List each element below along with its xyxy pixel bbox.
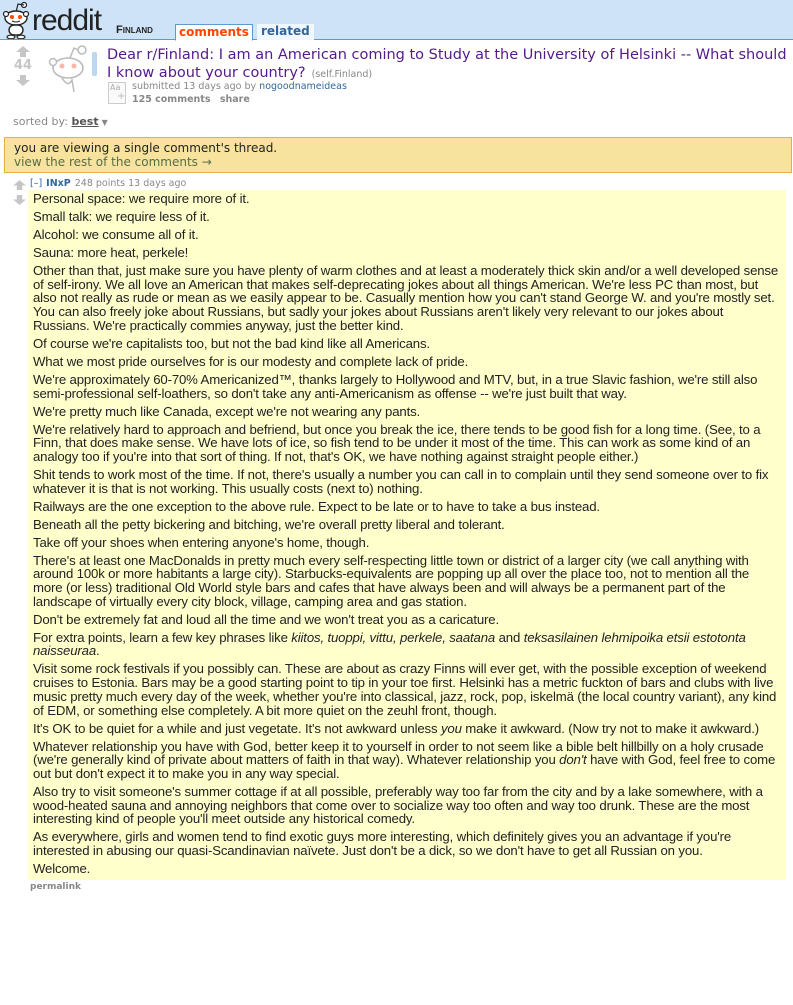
tab-comments[interactable]: comments bbox=[175, 24, 253, 41]
site-header bbox=[0, 0, 793, 40]
text: . bbox=[96, 643, 100, 659]
post-domain[interactable]: (self.Finland) bbox=[311, 69, 373, 80]
comment-body bbox=[28, 190, 786, 880]
dropdown-arrow-icon[interactable]: ▼ bbox=[101, 118, 108, 127]
post-buttons bbox=[132, 94, 256, 105]
comment-paragraph: Visit some rock festivals if you possibly can. These are about as crazy Finns will ever get, with the possible exception of weekend cruises to Estonia. Bars may be a good starting point to tip in your toe first. Helsinki has a metric fuckton of bars and clubs with live music pretty much every day of the week, whether you're into classical, jazz, rock, pop, iskelmä (the local country variant), any kind of EDM, or something else completely. A bit more quiet on the zeuhl front, though. bbox=[33, 661, 777, 718]
text: Whatever relationship you have with God, better keep it to yourself in order to not seem like a bible belt hillbilly on a holy crusade (we're generally kind of private about matters of faith in that way). Whatever relationship you bbox=[33, 738, 764, 768]
single-thread-notice bbox=[4, 137, 792, 173]
header-tabs bbox=[175, 24, 314, 40]
self-post-marker bbox=[92, 52, 97, 76]
text: For extra points, learn a few key phrases like bbox=[33, 629, 292, 645]
comment-paragraph: Take off your shoes when entering anyone's home, though. bbox=[33, 534, 370, 550]
tagline-text: submitted 13 days ago by bbox=[132, 81, 257, 92]
post-vote bbox=[12, 46, 34, 86]
comment-vote bbox=[13, 180, 27, 205]
comment-paragraph: Of course we're capitalists too, but not the bad kind like all Americans. bbox=[33, 335, 430, 351]
comment-time: 13 days ago bbox=[128, 178, 187, 189]
comment-paragraph: Sauna: more heat, perkele! bbox=[33, 245, 189, 260]
comment-paragraph-god bbox=[33, 740, 781, 781]
snoo-icon bbox=[2, 1, 32, 39]
italic-text: teksasilainen lehmipoika etsii estotonta naisseuraa bbox=[33, 629, 746, 659]
view-rest-link[interactable]: view the rest of the comments → bbox=[14, 155, 212, 169]
comment-paragraph: As everywhere, girls and women tend to find exotic guys more interesting, which definitely gives you an advantage if you're interested in abusing our quasi-Scandinavian naïvete. Just don't be a dick, so we don't have to get all Russian on you. bbox=[33, 829, 732, 859]
comment-paragraph: Shit tends to work most of the time. If not, there's usually a number you can call in to complain until they send someone over to fix whatever it is that is not working. This usually costs (next to) nothing. bbox=[33, 466, 769, 496]
comment-paragraph: We're pretty much like Canada, except we're not wearing any pants. bbox=[33, 403, 421, 419]
comment-paragraph-quiet bbox=[33, 722, 781, 736]
italic-text: don't bbox=[559, 752, 587, 768]
reddit-logo[interactable] bbox=[2, 0, 102, 40]
downvote-arrow-icon[interactable] bbox=[16, 75, 30, 86]
italic-text: you bbox=[440, 720, 462, 736]
comment-paragraph-phrases bbox=[33, 631, 781, 658]
comment-paragraph: Personal space: we require more of it. bbox=[33, 191, 250, 206]
subreddit-name[interactable]: Finland bbox=[116, 24, 153, 36]
post-score: 44 bbox=[13, 58, 33, 73]
comment-tagline bbox=[30, 178, 186, 190]
text: and bbox=[495, 629, 524, 645]
tab-related[interactable]: related bbox=[257, 24, 314, 40]
comment-paragraph: Small talk: we require less of it. bbox=[33, 209, 210, 224]
comments-link[interactable]: 125 comments bbox=[132, 94, 211, 105]
logo-wordmark: reddit bbox=[32, 4, 102, 37]
share-link[interactable]: share bbox=[219, 94, 250, 105]
sort-menu bbox=[13, 115, 108, 128]
permalink-link[interactable]: permalink bbox=[30, 882, 81, 892]
text: It's OK to be quiet for a while and just vegetate. It's not awkward unless bbox=[33, 720, 441, 736]
comment-paragraph: Welcome. bbox=[33, 861, 91, 877]
comment-paragraph: We're relatively hard to approach and befriend, but once you break the ice, there tends to be good fish for a long time. (See, to a Finn, that does make sense. We have lots of ice, so fish tend to be under it most of the time. This can work as some kind of an analogy too if you're into that sort of thing. If not, that's OK, we have nothing against straight people either.) bbox=[33, 421, 761, 464]
italic-text: kiitos, tuoppi, vittu, perkele, saatana bbox=[291, 629, 496, 645]
upvote-arrow-icon[interactable] bbox=[13, 180, 26, 190]
post-title-block bbox=[107, 46, 787, 82]
upvote-arrow-icon[interactable] bbox=[16, 46, 30, 57]
post-author-link[interactable]: nogoodnameideas bbox=[259, 81, 347, 92]
comment-author-link[interactable]: INxP bbox=[46, 178, 71, 189]
expando-button[interactable] bbox=[108, 82, 126, 104]
comment-points: 248 points bbox=[74, 178, 126, 189]
downvote-arrow-icon[interactable] bbox=[13, 195, 26, 205]
text: have with God, feel free to come out but don't expect it to make you in any way special. bbox=[33, 752, 776, 781]
collapse-toggle[interactable]: [–] bbox=[30, 178, 43, 189]
comment-paragraph: Alcohol: we consume all of it. bbox=[33, 227, 199, 242]
comment-paragraph: We're approximately 60-70% Americanized™, thanks largely to Hollywood and MTV, but, in a true Slavic fashion, we're still also semi-professional self-loathers, so don't take any anti-Americanism as offense -- we're just built that way. bbox=[33, 371, 758, 401]
notice-text: you are viewing a single comment's thread. bbox=[14, 141, 278, 155]
expand-plus-icon: + bbox=[117, 91, 126, 102]
comment-paragraph: Other than that, just make sure you have plenty of warm clothes and at least a moderately thick skin and/or a well developed sense of self-irony. We all love an American that makes self-deprecating jokes about all things American. We're less PC than most, but also not really as rude or mean as we easily appear to be. Casually mention how you can't stand George W. and you're mostly set. You can also freely joke about Russians, but sadly your jokes about Russians aren't likely very relevant to our jokes about Russians. We're practically commies anyway, just the better kind. bbox=[33, 263, 779, 333]
comment-paragraph: Don't be extremely fat and loud all the time and we won't treat you as a caricature. bbox=[33, 611, 499, 627]
post-tagline bbox=[132, 81, 347, 93]
text-post-icon: Aa bbox=[110, 83, 121, 92]
sort-selected[interactable]: best bbox=[71, 115, 99, 128]
self-post-thumbnail-icon[interactable] bbox=[44, 44, 94, 96]
comment-paragraph: There's at least one MacDonalds in pretty much every self-respecting little town or district of a larger city (we call anything with around 100k or more habitants a large city). Starbucks-equivalents are popping up all over the place too, not to mention all the more (or less) traditional Old World style bars and cafes that have always been and will always be a permanent part of the landscape of virtually every city block, village, camping area and gas station. bbox=[33, 552, 750, 609]
sort-label: sorted by: bbox=[13, 115, 68, 128]
text: make it awkward. (Now try not to make it awkward.) bbox=[461, 720, 759, 736]
comment-paragraph: What we most pride ourselves for is our modesty and complete lack of pride. bbox=[33, 353, 469, 369]
post bbox=[0, 40, 793, 110]
post-title[interactable]: Dear r/Finland: I am an American coming to Study at the University of Helsinki -- What should I know about your country? bbox=[107, 47, 787, 81]
comment-paragraph: Beneath all the petty bickering and bitching, we're overall pretty liberal and tolerant. bbox=[33, 516, 505, 532]
comment-paragraph: Also try to visit someone's summer cottage if at all possible, preferably way too far from the city and by a lake somewhere, with a wood-heated sauna and annoying neighbors that come over to socialize way too often and way too drunk. These are the most interesting kind of people you'll meet outside any historical comedy. bbox=[33, 783, 763, 827]
comment-paragraph: Railways are the one exception to the above rule. Expect to be late or to have to take a bus instead. bbox=[33, 498, 600, 514]
